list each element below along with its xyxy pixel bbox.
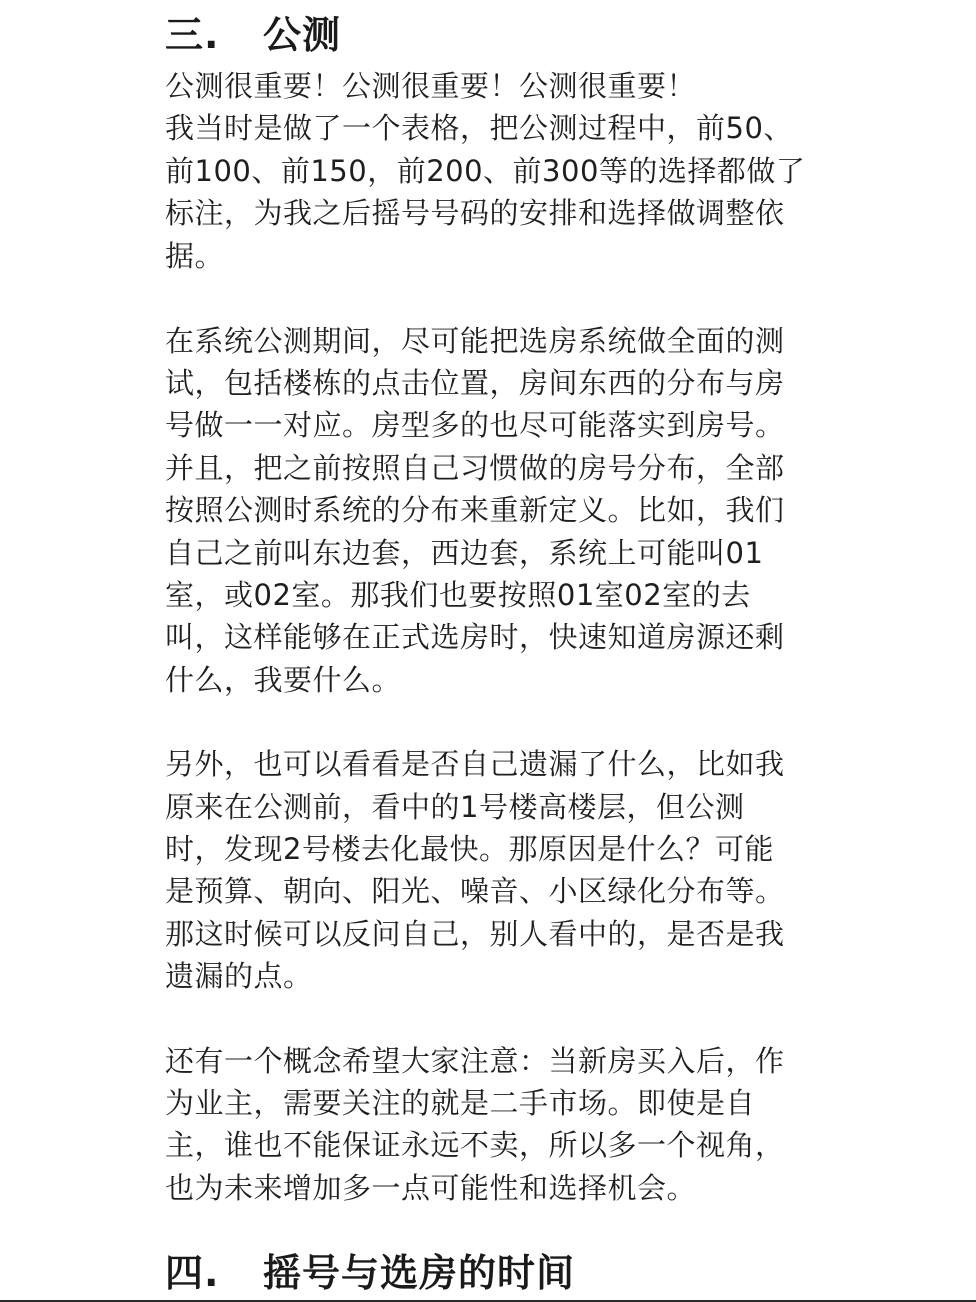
text-line: 公测很重要！公测很重要！公测很重要！ [165,69,697,103]
text-line: 为业主，需要关注的就是二手市场。即使是自 [165,1086,756,1120]
section-number: 三. [165,13,220,57]
text-line: 另外，也可以看看是否自己遗漏了什么，比如我 [165,747,785,781]
section-number: 四. [165,1251,220,1295]
text-line: 据。 [165,239,225,273]
text-line: 那这时候可以反问自己，别人看中的，是否是我 [165,917,785,951]
text-line: 还有一个概念希望大家注意：当新房买入后，作 [165,1044,785,1078]
text-line: 标注，为我之后摇号号码的安排和选择做调整依 [165,196,785,230]
text-line: 时，发现2号楼去化最快。那原因是什么？可能 [165,832,774,866]
text-line: 试，包括楼栋的点击位置，房间东西的分布与房 [165,366,785,400]
section-title: 公测 [263,13,342,57]
text-line: 遗漏的点。 [165,959,313,993]
section-title: 摇号与选房的时间 [263,1251,576,1295]
text-line: 主，谁也不能保证永远不卖，所以多一个视角， [165,1128,785,1162]
text-line: 按照公测时系统的分布来重新定义。比如，我们 [165,493,785,527]
text-line: 室，或02室。那我们也要按照01室02室的去 [165,578,751,612]
section-heading-3 [165,14,341,56]
text-line: 我当时是做了一个表格，把公测过程中，前50、 [165,111,793,145]
text-line: 并且，把之前按照自己习惯做的房号分布，全部 [165,451,785,485]
text-line: 也为未来增加多一点可能性和选择机会。 [165,1171,697,1205]
text-line: 什么，我要什么。 [165,663,402,697]
text-line: 是预算、朝向、阳光、噪音、小区绿化分布等。 [165,874,785,908]
text-line: 叫，这样能够在正式选房时，快速知道房源还剩 [165,620,785,654]
text-line: 号做一一对应。房型多的也尽可能落实到房号。 [165,408,785,442]
text-line: 自己之前叫东边套，西边套，系统上可能叫01 [165,536,764,570]
section-heading-4 [165,1252,575,1294]
text-line: 在系统公测期间，尽可能把选房系统做全面的测 [165,324,785,358]
text-line: 前100、前150，前200、前300等的选择都做了 [165,154,806,188]
text-line: 原来在公测前，看中的1号楼高楼层，但公测 [165,790,745,824]
